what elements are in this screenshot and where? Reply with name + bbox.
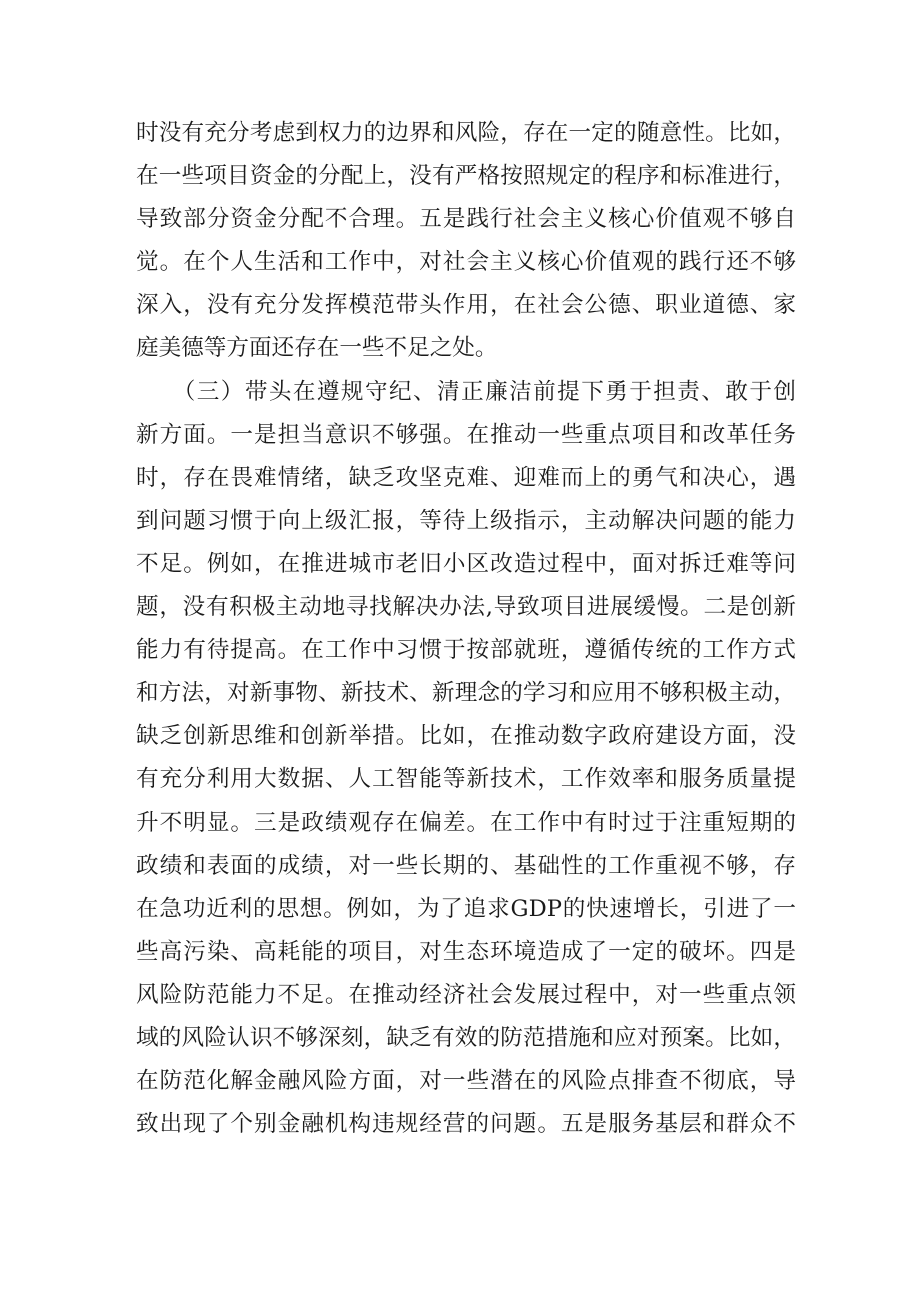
text-line: 庭美德等方面还存在一些不足之处。 <box>136 335 498 362</box>
text-line: 时，存在畏难情绪，缺乏攻坚克难、迎难而上的勇气和决心，遇 <box>136 464 796 491</box>
text-line: 缺乏创新思维和创新举措。比如，在推动数字政府建设方面，没 <box>136 723 796 750</box>
text-line: 在防范化解金融风险方面，对一些潜在的风险点排查不彻底，导 <box>136 1068 796 1095</box>
text-line: 些高污染、高耗能的项目，对生态环境造成了一定的破坏。四是 <box>136 938 796 965</box>
text-line: 升不明显。三是政绩观存在偏差。在工作中有时过于注重短期的 <box>136 809 796 836</box>
text-line: 题，没有积极主动地寻找解决办法,导致项目进展缓慢。二是创新 <box>136 594 796 621</box>
text-line: 有充分利用大数据、人工智能等新技术，工作效率和服务质量提 <box>136 766 796 793</box>
body-text <box>136 112 796 1146</box>
text-line: 深入，没有充分发挥模范带头作用，在社会公德、职业道德、家 <box>136 292 796 319</box>
text-line: 风险防范能力不足。在推动经济社会发展过程中，对一些重点领 <box>136 981 796 1008</box>
text-line: 觉。在个人生活和工作中，对社会主义核心价值观的践行还不够 <box>136 249 796 276</box>
text-line: 和方法，对新事物、新技术、新理念的学习和应用不够积极主动， <box>136 680 796 707</box>
section-heading-line: （三）带头在遵规守纪、清正廉洁前提下勇于担责、敢于创 <box>136 378 796 405</box>
text-line: 新方面。一是担当意识不够强。在推动一些重点项目和改革任务 <box>136 421 796 448</box>
text-line: 政绩和表面的成绩，对一些长期的、基础性的工作重视不够，存 <box>136 852 796 879</box>
text-line: 导致部分资金分配不合理。五是践行社会主义核心价值观不够自 <box>136 206 796 233</box>
text-line: 到问题习惯于向上级汇报，等待上级指示，主动解决问题的能力 <box>136 507 796 534</box>
text-line: 在急功近利的思想。例如，为了追求GDP的快速增长，引进了一 <box>136 895 796 922</box>
text-line: 致出现了个别金融机构违规经营的问题。五是服务基层和群众不 <box>136 1111 796 1138</box>
text-line: 时没有充分考虑到权力的边界和风险，存在一定的随意性。比如， <box>136 120 796 146</box>
text-line: 域的风险认识不够深刻，缺乏有效的防范措施和应对预案。比如， <box>136 1024 796 1051</box>
text-line: 能力有待提高。在工作中习惯于按部就班，遵循传统的工作方式 <box>136 637 796 664</box>
text-line: 不足。例如，在推进城市老旧小区改造过程中，面对拆迁难等问 <box>136 550 796 577</box>
text-line: 在一些项目资金的分配上，没有严格按照规定的程序和标准进行， <box>136 163 796 190</box>
